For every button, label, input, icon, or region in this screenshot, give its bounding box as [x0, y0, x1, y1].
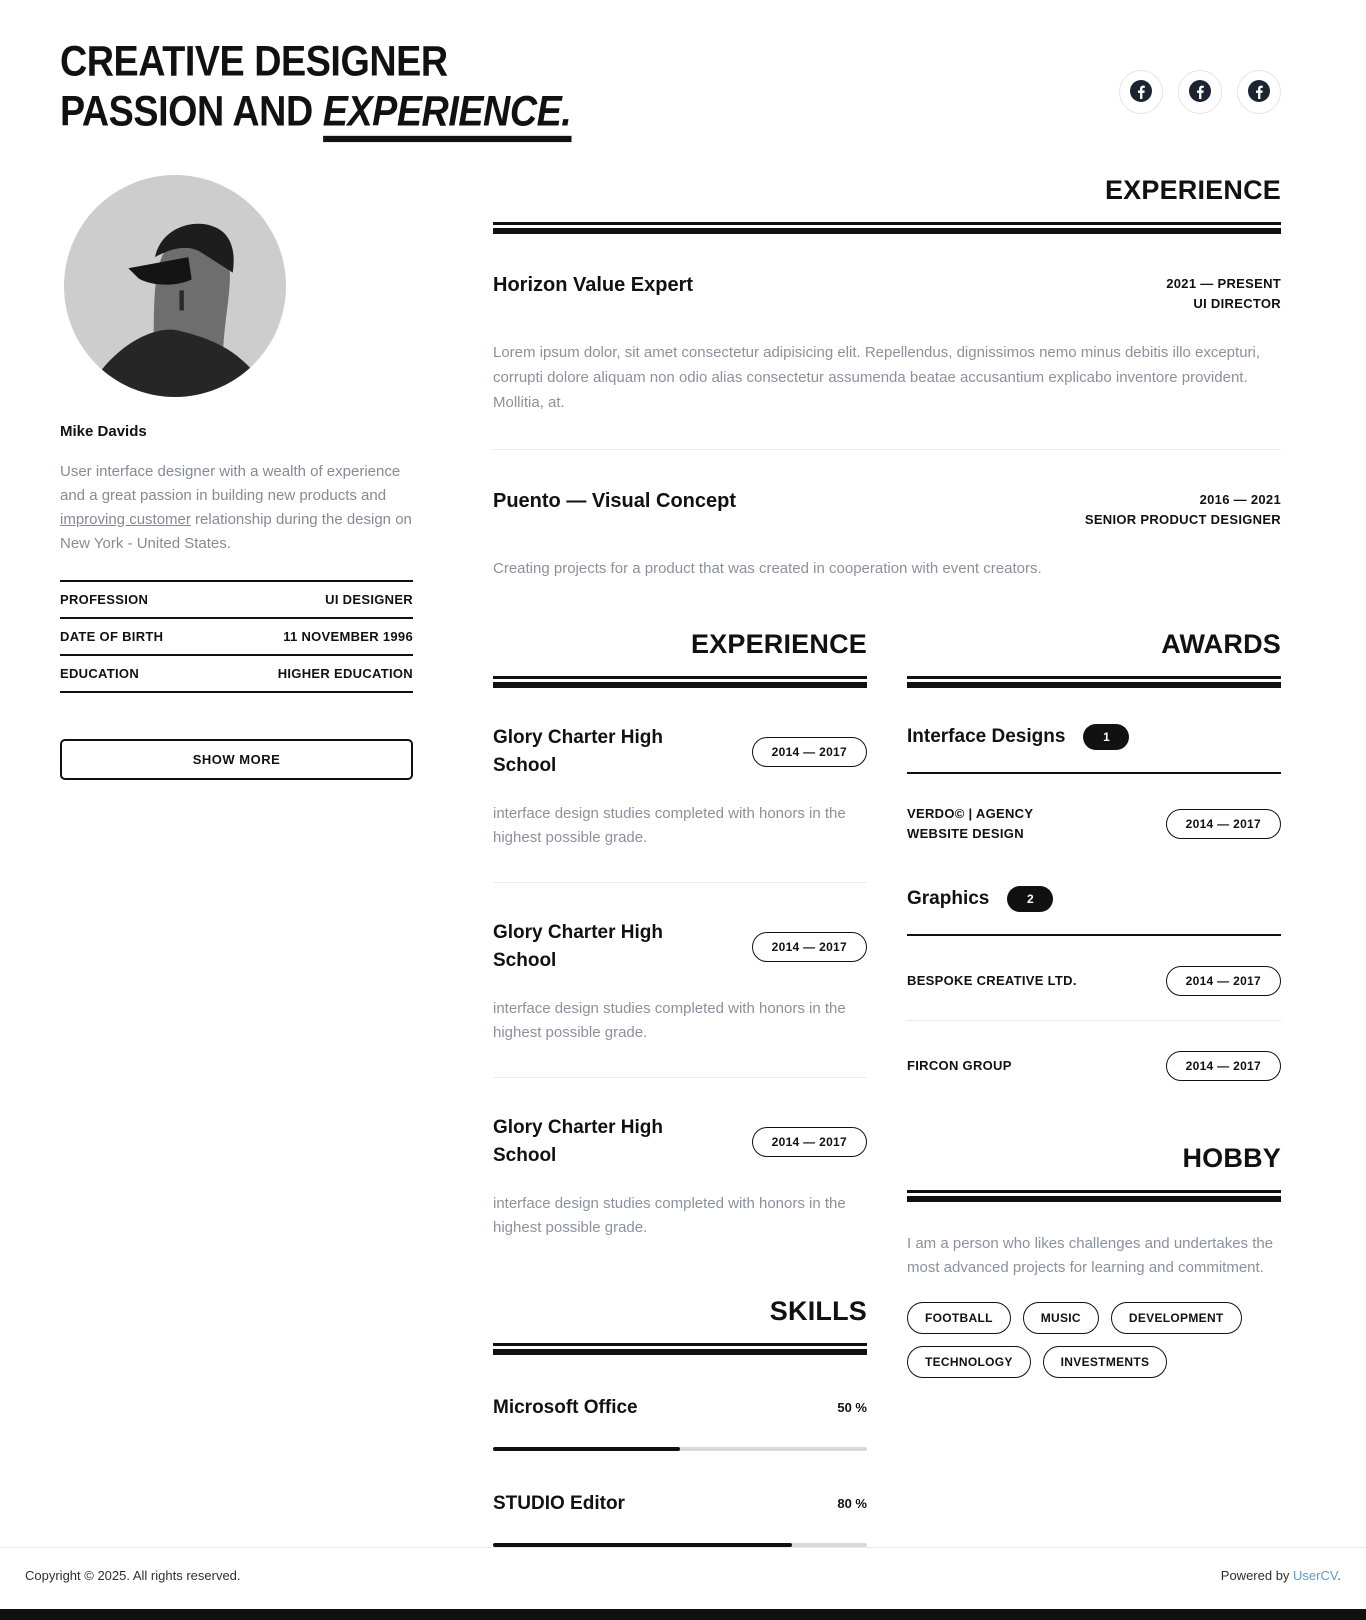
skill-percent: 50 % — [837, 1400, 867, 1416]
awards-hobby-column — [907, 629, 1281, 1547]
bio-prefix: User interface designer with a wealth of experience and a great passion in building new products and — [60, 462, 401, 504]
detail-value: 11 NOVEMBER 1996 — [283, 628, 413, 644]
detail-row-profession — [60, 580, 413, 617]
skill-row — [493, 1397, 867, 1451]
copyright-text: Copyright © 2025. All rights reserved. — [25, 1567, 241, 1583]
main-content — [0, 133, 1366, 1547]
experience-entry-title: Horizon Value Expert — [493, 273, 694, 296]
skill-percent: 80 % — [837, 1496, 867, 1512]
detail-row-birth — [60, 617, 413, 654]
period-pill: 2014 — 2017 — [1166, 966, 1281, 996]
period-pill: 2014 — 2017 — [752, 932, 867, 962]
facebook-link-2[interactable] — [1178, 70, 1222, 114]
experience-entry-role: UI DIRECTOR — [1193, 295, 1281, 311]
experience-entry-meta — [1085, 490, 1281, 530]
hobby-tag-music[interactable]: MUSIC — [1023, 1302, 1099, 1334]
experience-entry-role: SENIOR PRODUCT DESIGNER — [1084, 511, 1281, 527]
hobby-heading: HOBBY — [1182, 1142, 1281, 1173]
section-rule — [493, 222, 1281, 234]
award-item-name: BESPOKE CREATIVE LTD. — [907, 972, 1077, 988]
award-group-title: Graphics — [907, 887, 990, 909]
skill-name: STUDIO Editor — [493, 1492, 625, 1514]
award-item-name: FIRCON GROUP — [907, 1057, 1012, 1073]
powered-prefix: Powered by — [1220, 1567, 1294, 1583]
hobby-section — [907, 1143, 1281, 1378]
awards-section — [907, 629, 1281, 1087]
facebook-link-1[interactable] — [1119, 70, 1163, 114]
award-count-badge: 2 — [1007, 886, 1053, 912]
section-rule — [493, 676, 867, 688]
hobby-tag-investments[interactable]: INVESTMENTS — [1043, 1346, 1168, 1378]
section-rule — [907, 676, 1281, 688]
bio-suffix: relationship during the design on New York - United States. — [60, 510, 412, 552]
skills-heading: SKILLS — [769, 1295, 867, 1326]
award-item-name — [907, 804, 1033, 844]
skill-progress-fill — [493, 1543, 792, 1547]
skill-head — [493, 1397, 867, 1419]
social-links — [1119, 70, 1281, 114]
skill-progressbar — [493, 1447, 867, 1451]
bio-text — [60, 460, 413, 556]
divider — [493, 449, 1281, 450]
award-item — [907, 936, 1281, 1002]
experience-entry-description: Creating projects for a product that was created in cooperation with event creators. — [493, 559, 1042, 577]
experience-entry-horizon — [493, 274, 1281, 314]
section-rule — [493, 1343, 867, 1355]
experience-heading: EXPERIENCE — [1104, 174, 1281, 205]
bottom-bar — [0, 1609, 1366, 1620]
education-skills-column — [493, 629, 867, 1547]
profile-sidebar — [60, 175, 413, 1547]
education-entry-head — [493, 1114, 867, 1170]
hobby-tag-football[interactable]: FOOTBALL — [907, 1302, 1011, 1334]
skill-progressbar — [493, 1543, 867, 1547]
education-heading: EXPERIENCE — [690, 628, 867, 659]
award-group — [907, 724, 1281, 850]
sub-columns — [493, 629, 1281, 1547]
award-name-line1: VERDO© | AGENCY — [907, 805, 1034, 821]
usercv-link[interactable]: UserCV — [1293, 1567, 1338, 1583]
page-title-emphasis: EXPERIENCE. — [323, 87, 572, 142]
powered-by — [1221, 1568, 1341, 1583]
experience-section — [493, 175, 1281, 581]
detail-value: HIGHER EDUCATION — [277, 665, 413, 681]
award-item — [907, 1021, 1281, 1087]
period-pill: 2014 — 2017 — [752, 737, 867, 767]
award-group-title: Interface Designs — [907, 725, 1066, 747]
skill-row — [493, 1493, 867, 1547]
period-pill: 2014 — 2017 — [1166, 809, 1281, 839]
skill-name: Microsoft Office — [493, 1396, 638, 1418]
education-entry-description: interface design studies completed with honors in the highest possible grade. — [493, 804, 846, 846]
avatar — [64, 175, 286, 397]
detail-value: UI DESIGNER — [325, 591, 413, 607]
facebook-link-3[interactable] — [1237, 70, 1281, 114]
experience-entry-period: 2021 — PRESENT — [1166, 275, 1281, 291]
awards-heading: AWARDS — [1161, 628, 1281, 659]
education-entry-description: interface design studies completed with honors in the highest possible grade. — [493, 1194, 846, 1236]
education-entry-title: Glory Charter High School — [493, 921, 663, 971]
hobby-tag-development[interactable]: DEVELOPMENT — [1111, 1302, 1242, 1334]
award-count-badge: 1 — [1083, 724, 1129, 750]
person-name: Mike Davids — [60, 422, 147, 440]
profile-photo — [64, 175, 286, 397]
page-title-line2-prefix: PASSION AND — [60, 87, 323, 136]
hobby-tag-technology[interactable]: TECHNOLOGY — [907, 1346, 1031, 1378]
skill-head — [493, 1493, 867, 1515]
education-entry — [493, 883, 867, 1078]
show-more-button[interactable]: SHOW MORE — [60, 739, 413, 780]
period-pill: 2014 — 2017 — [1166, 1051, 1281, 1081]
detail-row-education — [60, 654, 413, 693]
award-group — [907, 886, 1281, 1087]
page-title-line1: CREATIVE DESIGNER — [60, 37, 448, 85]
skill-progress-fill — [493, 1447, 680, 1451]
detail-label: EDUCATION — [60, 665, 140, 681]
facebook-icon — [1129, 79, 1153, 106]
award-group-head — [907, 724, 1281, 750]
experience-entry-period: 2016 — 2021 — [1199, 491, 1281, 507]
experience-entry-description: Lorem ipsum dolor, sit amet consectetur adipisicing elit. Repellendus, dignissimos nemo minus debitis illo excepturi, corrupti dolore aliquam non odio alias consectetur assumenda beatae accusantium explicabo inventore provident. Mollitia, at. — [493, 343, 1261, 411]
award-name-line2: WEBSITE DESIGN — [907, 825, 1024, 841]
cv-body — [493, 175, 1281, 1547]
experience-entry-meta — [1166, 274, 1281, 314]
powered-suffix: . — [1337, 1567, 1341, 1583]
page-footer — [0, 1547, 1366, 1609]
education-entry-description: interface design studies completed with honors in the highest possible grade. — [493, 999, 846, 1041]
detail-label: PROFESSION — [60, 591, 149, 607]
award-group-head — [907, 886, 1281, 912]
education-entry-title: Glory Charter High School — [493, 1116, 663, 1166]
bio-link[interactable]: improving customer — [60, 510, 191, 528]
detail-label: DATE OF BIRTH — [60, 628, 164, 644]
period-pill: 2014 — 2017 — [752, 1127, 867, 1157]
experience-entry-title: Puento — Visual Concept — [493, 489, 736, 512]
page-title — [60, 36, 571, 137]
education-entry — [493, 1078, 867, 1240]
section-rule — [907, 1190, 1281, 1202]
education-entry-head — [493, 724, 867, 780]
hobby-tags — [907, 1302, 1281, 1378]
education-section — [493, 629, 867, 1240]
experience-entry-puento — [493, 490, 1281, 530]
education-entry-head — [493, 919, 867, 975]
education-entry — [493, 688, 867, 883]
award-item — [907, 774, 1281, 850]
facebook-icon — [1247, 79, 1271, 106]
page-header — [0, 0, 1366, 136]
hobby-text: I am a person who likes challenges and undertakes the most advanced projects for learning and commitment. — [907, 1234, 1274, 1276]
skills-section — [493, 1296, 867, 1547]
facebook-icon — [1188, 79, 1212, 106]
education-entry-title: Glory Charter High School — [493, 726, 663, 776]
